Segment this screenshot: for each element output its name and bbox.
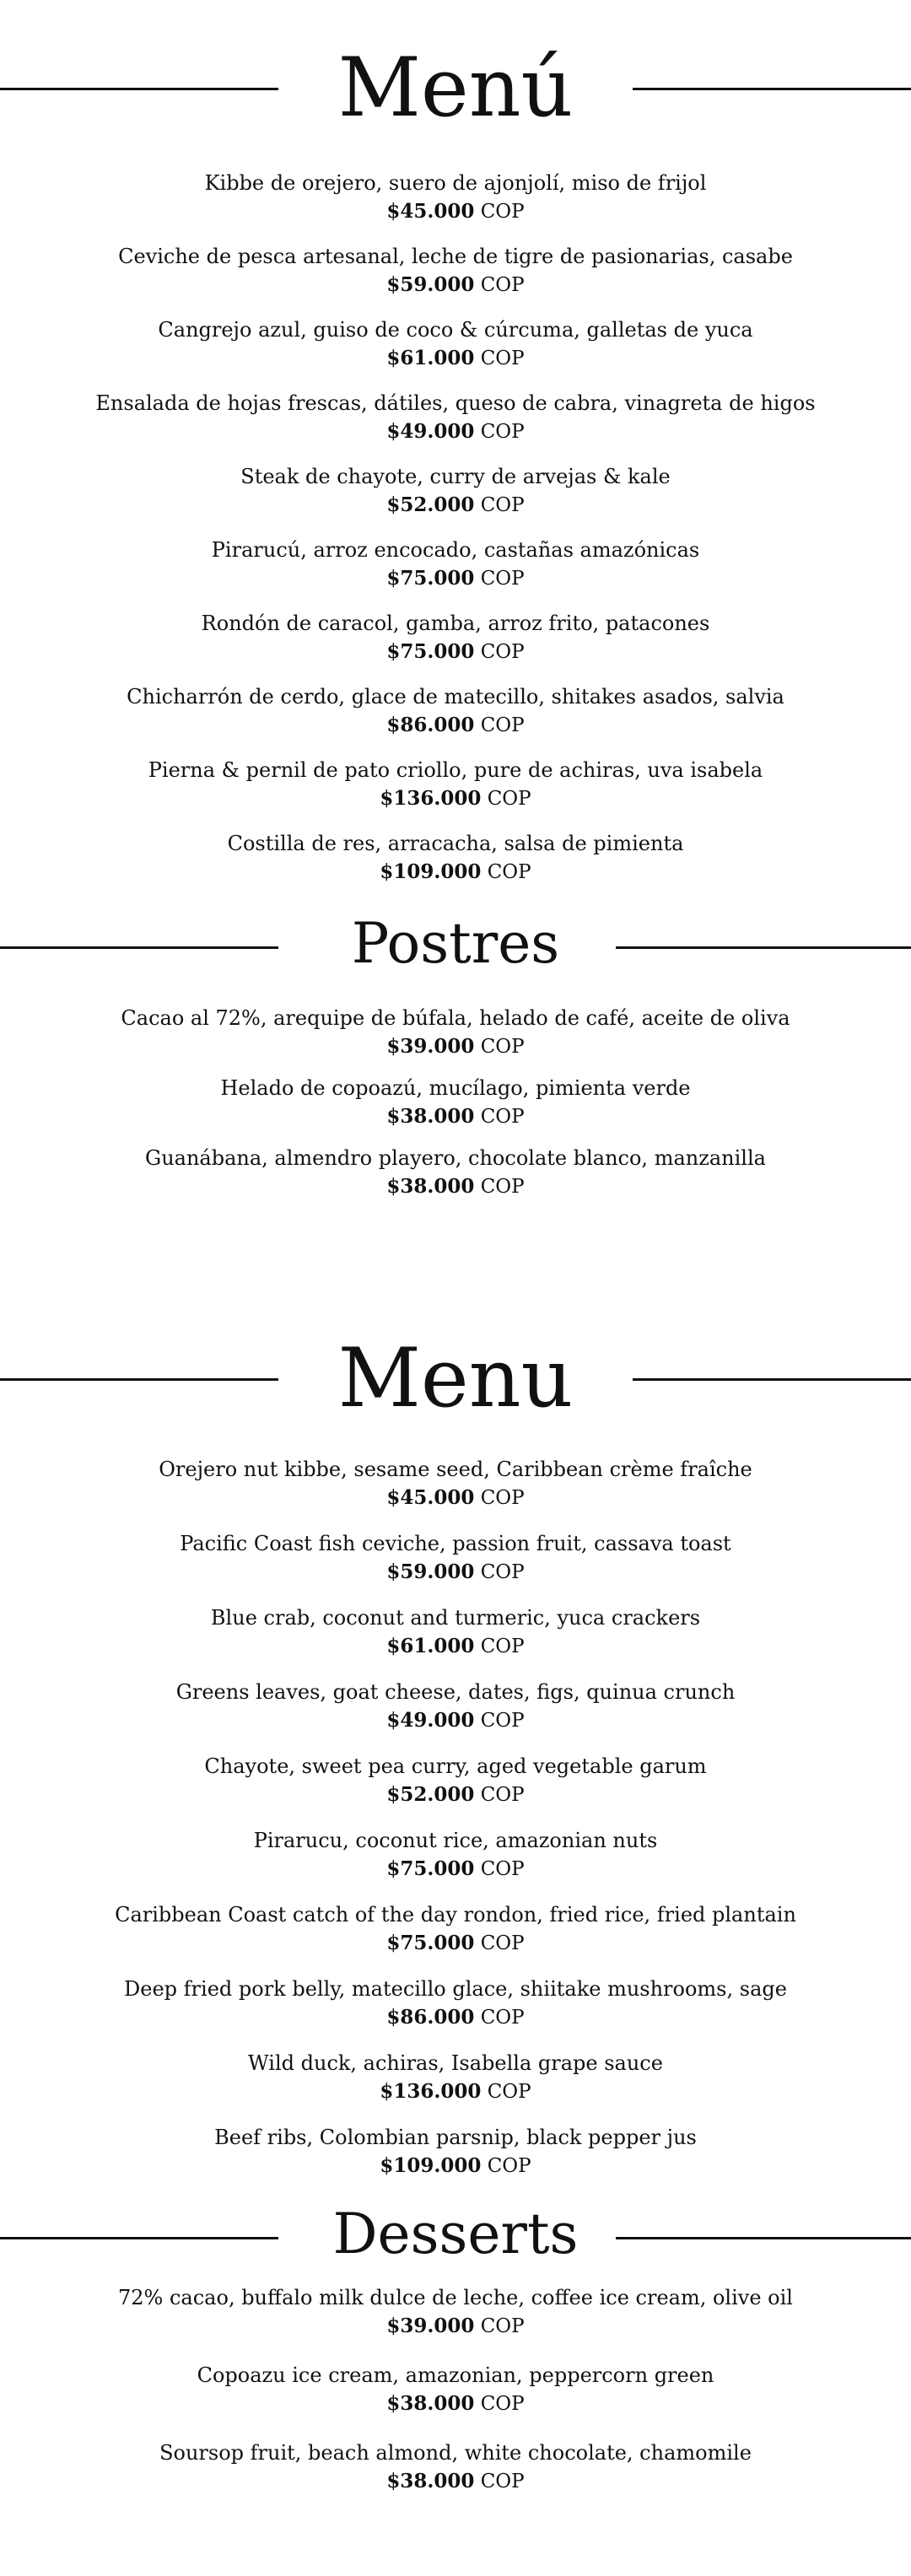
price-amount: $75.000 xyxy=(386,1857,475,1880)
menu-item-price xyxy=(0,2003,911,2032)
dessert-item-name: Cacao al 72%, arequipe de búfala, helado de café, aceite de oliva xyxy=(121,1006,790,1030)
menu-item-name: Wild duck, achiras, Isabella grape sauce xyxy=(248,2051,663,2075)
price-amount: $136.000 xyxy=(380,2080,482,2103)
menu-item xyxy=(0,1826,911,1883)
price-currency: COP xyxy=(487,788,531,810)
menu-heading-en xyxy=(0,1324,911,1425)
menu-item-name: Cangrejo azul, guiso de coco & cúrcuma, galletas de yuca xyxy=(158,318,753,342)
heading-rule-right xyxy=(616,946,911,949)
menu-item-price xyxy=(0,1855,911,1883)
price-currency: COP xyxy=(480,2007,525,2029)
menu-item xyxy=(0,829,911,887)
menu-item-name: Rondón de caracol, gamba, arroz frito, patacones xyxy=(201,612,710,635)
price-currency: COP xyxy=(480,1636,525,1657)
menu-item xyxy=(0,315,911,373)
menu-item-price xyxy=(0,1781,911,1809)
menu-item xyxy=(0,536,911,593)
price-currency: COP xyxy=(480,1561,525,1583)
menu-title-en: Menu xyxy=(337,1331,574,1425)
price-currency: COP xyxy=(480,274,525,296)
menu-item-name: Costilla de res, arracacha, salsa de pimienta xyxy=(227,832,684,855)
dessert-item xyxy=(0,2439,911,2496)
price-currency: COP xyxy=(480,2393,525,2415)
dessert-item-name: Helado de copoazú, mucílago, pimienta verde xyxy=(220,1076,691,1100)
price-amount: $39.000 xyxy=(386,1035,475,1058)
menu-heading-es xyxy=(0,34,911,135)
menu-item-price xyxy=(0,271,911,299)
price-amount: $45.000 xyxy=(386,200,475,223)
menu-item-price xyxy=(0,1558,911,1587)
price-amount: $61.000 xyxy=(386,1635,475,1657)
dessert-item xyxy=(0,1144,911,1201)
menu-item-price xyxy=(0,784,911,813)
price-currency: COP xyxy=(480,494,525,516)
price-currency: COP xyxy=(480,348,525,369)
dessert-item-name: Guanábana, almendro playero, chocolate blanco, manzanilla xyxy=(145,1146,766,1170)
dessert-item-price xyxy=(0,1032,911,1061)
dessert-item-name: Soursop fruit, beach almond, white chocolate, chamomile xyxy=(159,2441,752,2465)
heading-rule-right xyxy=(633,88,911,90)
dessert-item xyxy=(0,2361,911,2418)
price-amount: $52.000 xyxy=(386,493,475,516)
dessert-item-price xyxy=(0,1102,911,1131)
menu-item-price xyxy=(0,638,911,666)
price-amount: $38.000 xyxy=(386,2470,475,2492)
menu-item-price xyxy=(0,1484,911,1512)
heading-rule-right xyxy=(616,2237,911,2239)
menu-item-name: Ensalada de hojas frescas, dátiles, queso de cabra, vinagreta de higos xyxy=(95,391,816,415)
price-amount: $38.000 xyxy=(386,1175,475,1198)
menu-title-es: Menú xyxy=(337,40,574,135)
price-amount: $59.000 xyxy=(386,1560,475,1583)
price-currency: COP xyxy=(480,201,525,223)
menu-item-name: Blue crab, coconut and turmeric, yuca crackers xyxy=(210,1606,701,1630)
price-amount: $75.000 xyxy=(386,567,475,590)
menu-item xyxy=(0,1752,911,1809)
price-currency: COP xyxy=(480,1858,525,1880)
menu-item xyxy=(0,1900,911,1958)
menu-item xyxy=(0,1603,911,1661)
price-amount: $45.000 xyxy=(386,1486,475,1509)
price-currency: COP xyxy=(480,1784,525,1806)
price-amount: $39.000 xyxy=(386,2315,475,2337)
dessert-item-price xyxy=(0,2312,911,2341)
menu-item-price xyxy=(0,418,911,446)
dessert-item-name: 72% cacao, buffalo milk dulce de leche, coffee ice cream, olive oil xyxy=(118,2286,793,2309)
price-amount: $59.000 xyxy=(386,273,475,296)
menu-item xyxy=(0,2123,911,2180)
price-amount: $38.000 xyxy=(386,1105,475,1128)
price-amount: $109.000 xyxy=(380,2154,482,2177)
menu-item xyxy=(0,1529,911,1587)
menu-item-name: Chicharrón de cerdo, glace de matecillo, shitakes asados, salvia xyxy=(127,685,784,709)
price-currency: COP xyxy=(480,421,525,443)
price-amount: $75.000 xyxy=(386,640,475,663)
menu-item-name: Pacific Coast fish ceviche, passion fruit, cassava toast xyxy=(180,1532,731,1555)
menu-item-price xyxy=(0,344,911,373)
price-amount: $49.000 xyxy=(386,1709,475,1732)
price-currency: COP xyxy=(480,1932,525,1954)
menu-item-name: Orejero nut kibbe, sesame seed, Caribbean crème fraîche xyxy=(159,1458,752,1481)
price-currency: COP xyxy=(480,1487,525,1509)
price-currency: COP xyxy=(480,2471,525,2492)
menu-item xyxy=(0,169,911,226)
price-currency: COP xyxy=(480,2315,525,2337)
menu-item-price xyxy=(0,197,911,226)
price-currency: COP xyxy=(480,568,525,590)
menu-item-price xyxy=(0,711,911,740)
price-currency: COP xyxy=(480,1036,525,1058)
price-amount: $136.000 xyxy=(380,787,482,810)
price-amount: $38.000 xyxy=(386,2392,475,2415)
price-amount: $52.000 xyxy=(386,1783,475,1806)
menu-item-price xyxy=(0,1706,911,1735)
desserts-title-es: Postres xyxy=(351,911,560,976)
price-currency: COP xyxy=(480,1176,525,1198)
menu-item-name: Kibbe de orejero, suero de ajonjolí, miso de frijol xyxy=(204,171,707,195)
menu-item xyxy=(0,1678,911,1735)
menu-item xyxy=(0,1975,911,2032)
price-currency: COP xyxy=(480,641,525,663)
menu-item-price xyxy=(0,564,911,593)
price-amount: $75.000 xyxy=(386,1932,475,1954)
desserts-title-en: Desserts xyxy=(332,2201,579,2266)
menu-item xyxy=(0,609,911,666)
price-amount: $61.000 xyxy=(386,347,475,369)
price-currency: COP xyxy=(487,2081,531,2103)
menu-item-price xyxy=(0,1632,911,1661)
price-amount: $86.000 xyxy=(386,714,475,736)
menu-item-name: Greens leaves, goat cheese, dates, figs, quinua crunch xyxy=(175,1680,736,1704)
menu-item xyxy=(0,756,911,813)
price-currency: COP xyxy=(487,2155,531,2177)
menu-item-name: Ceviche de pesca artesanal, leche de tigre de pasionarias, casabe xyxy=(118,245,793,268)
menu-item-name: Deep fried pork belly, matecillo glace, shiitake mushrooms, sage xyxy=(124,1977,787,2001)
menu-item xyxy=(0,682,911,740)
dessert-item xyxy=(0,1004,911,1061)
dessert-item-name: Copoazu ice cream, amazonian, peppercorn green xyxy=(197,2363,714,2387)
menu-item-name: Chayote, sweet pea curry, aged vegetable garum xyxy=(204,1754,707,1778)
menu-item xyxy=(0,1455,911,1512)
menu-item-name: Pirarucu, coconut rice, amazonian nuts xyxy=(253,1829,658,1852)
menu-item-name: Pierna & pernil de pato criollo, pure de achiras, uva isabela xyxy=(148,758,763,782)
menu-item-name: Steak de chayote, curry de arvejas & kale xyxy=(240,465,671,488)
dessert-item xyxy=(0,1074,911,1131)
price-currency: COP xyxy=(480,1106,525,1128)
price-currency: COP xyxy=(480,714,525,736)
menu-item-price xyxy=(0,2078,911,2106)
menu-item-name: Pirarucú, arroz encocado, castañas amazónicas xyxy=(211,538,700,562)
menu-item-name: Caribbean Coast catch of the day rondon, fried rice, fried plantain xyxy=(115,1903,796,1927)
menu-item xyxy=(0,242,911,299)
menu-item-price xyxy=(0,2152,911,2180)
price-amount: $109.000 xyxy=(380,860,482,883)
dessert-item-price xyxy=(0,1172,911,1201)
menu-item-name: Beef ribs, Colombian parsnip, black pepper jus xyxy=(214,2126,697,2149)
price-amount: $86.000 xyxy=(386,2006,475,2029)
dessert-item xyxy=(0,2283,911,2341)
dessert-item-price xyxy=(0,2390,911,2418)
menu-item-price xyxy=(0,1929,911,1958)
price-currency: COP xyxy=(487,861,531,883)
desserts-heading-es xyxy=(0,896,911,997)
desserts-heading-en xyxy=(0,2186,911,2288)
menu-item xyxy=(0,2049,911,2106)
menu-item-price xyxy=(0,858,911,887)
dessert-item-price xyxy=(0,2467,911,2496)
menu-item xyxy=(0,389,911,446)
menu-item xyxy=(0,462,911,520)
heading-rule-right xyxy=(633,1378,911,1381)
price-amount: $49.000 xyxy=(386,420,475,443)
menu-item-price xyxy=(0,491,911,520)
price-currency: COP xyxy=(480,1710,525,1732)
